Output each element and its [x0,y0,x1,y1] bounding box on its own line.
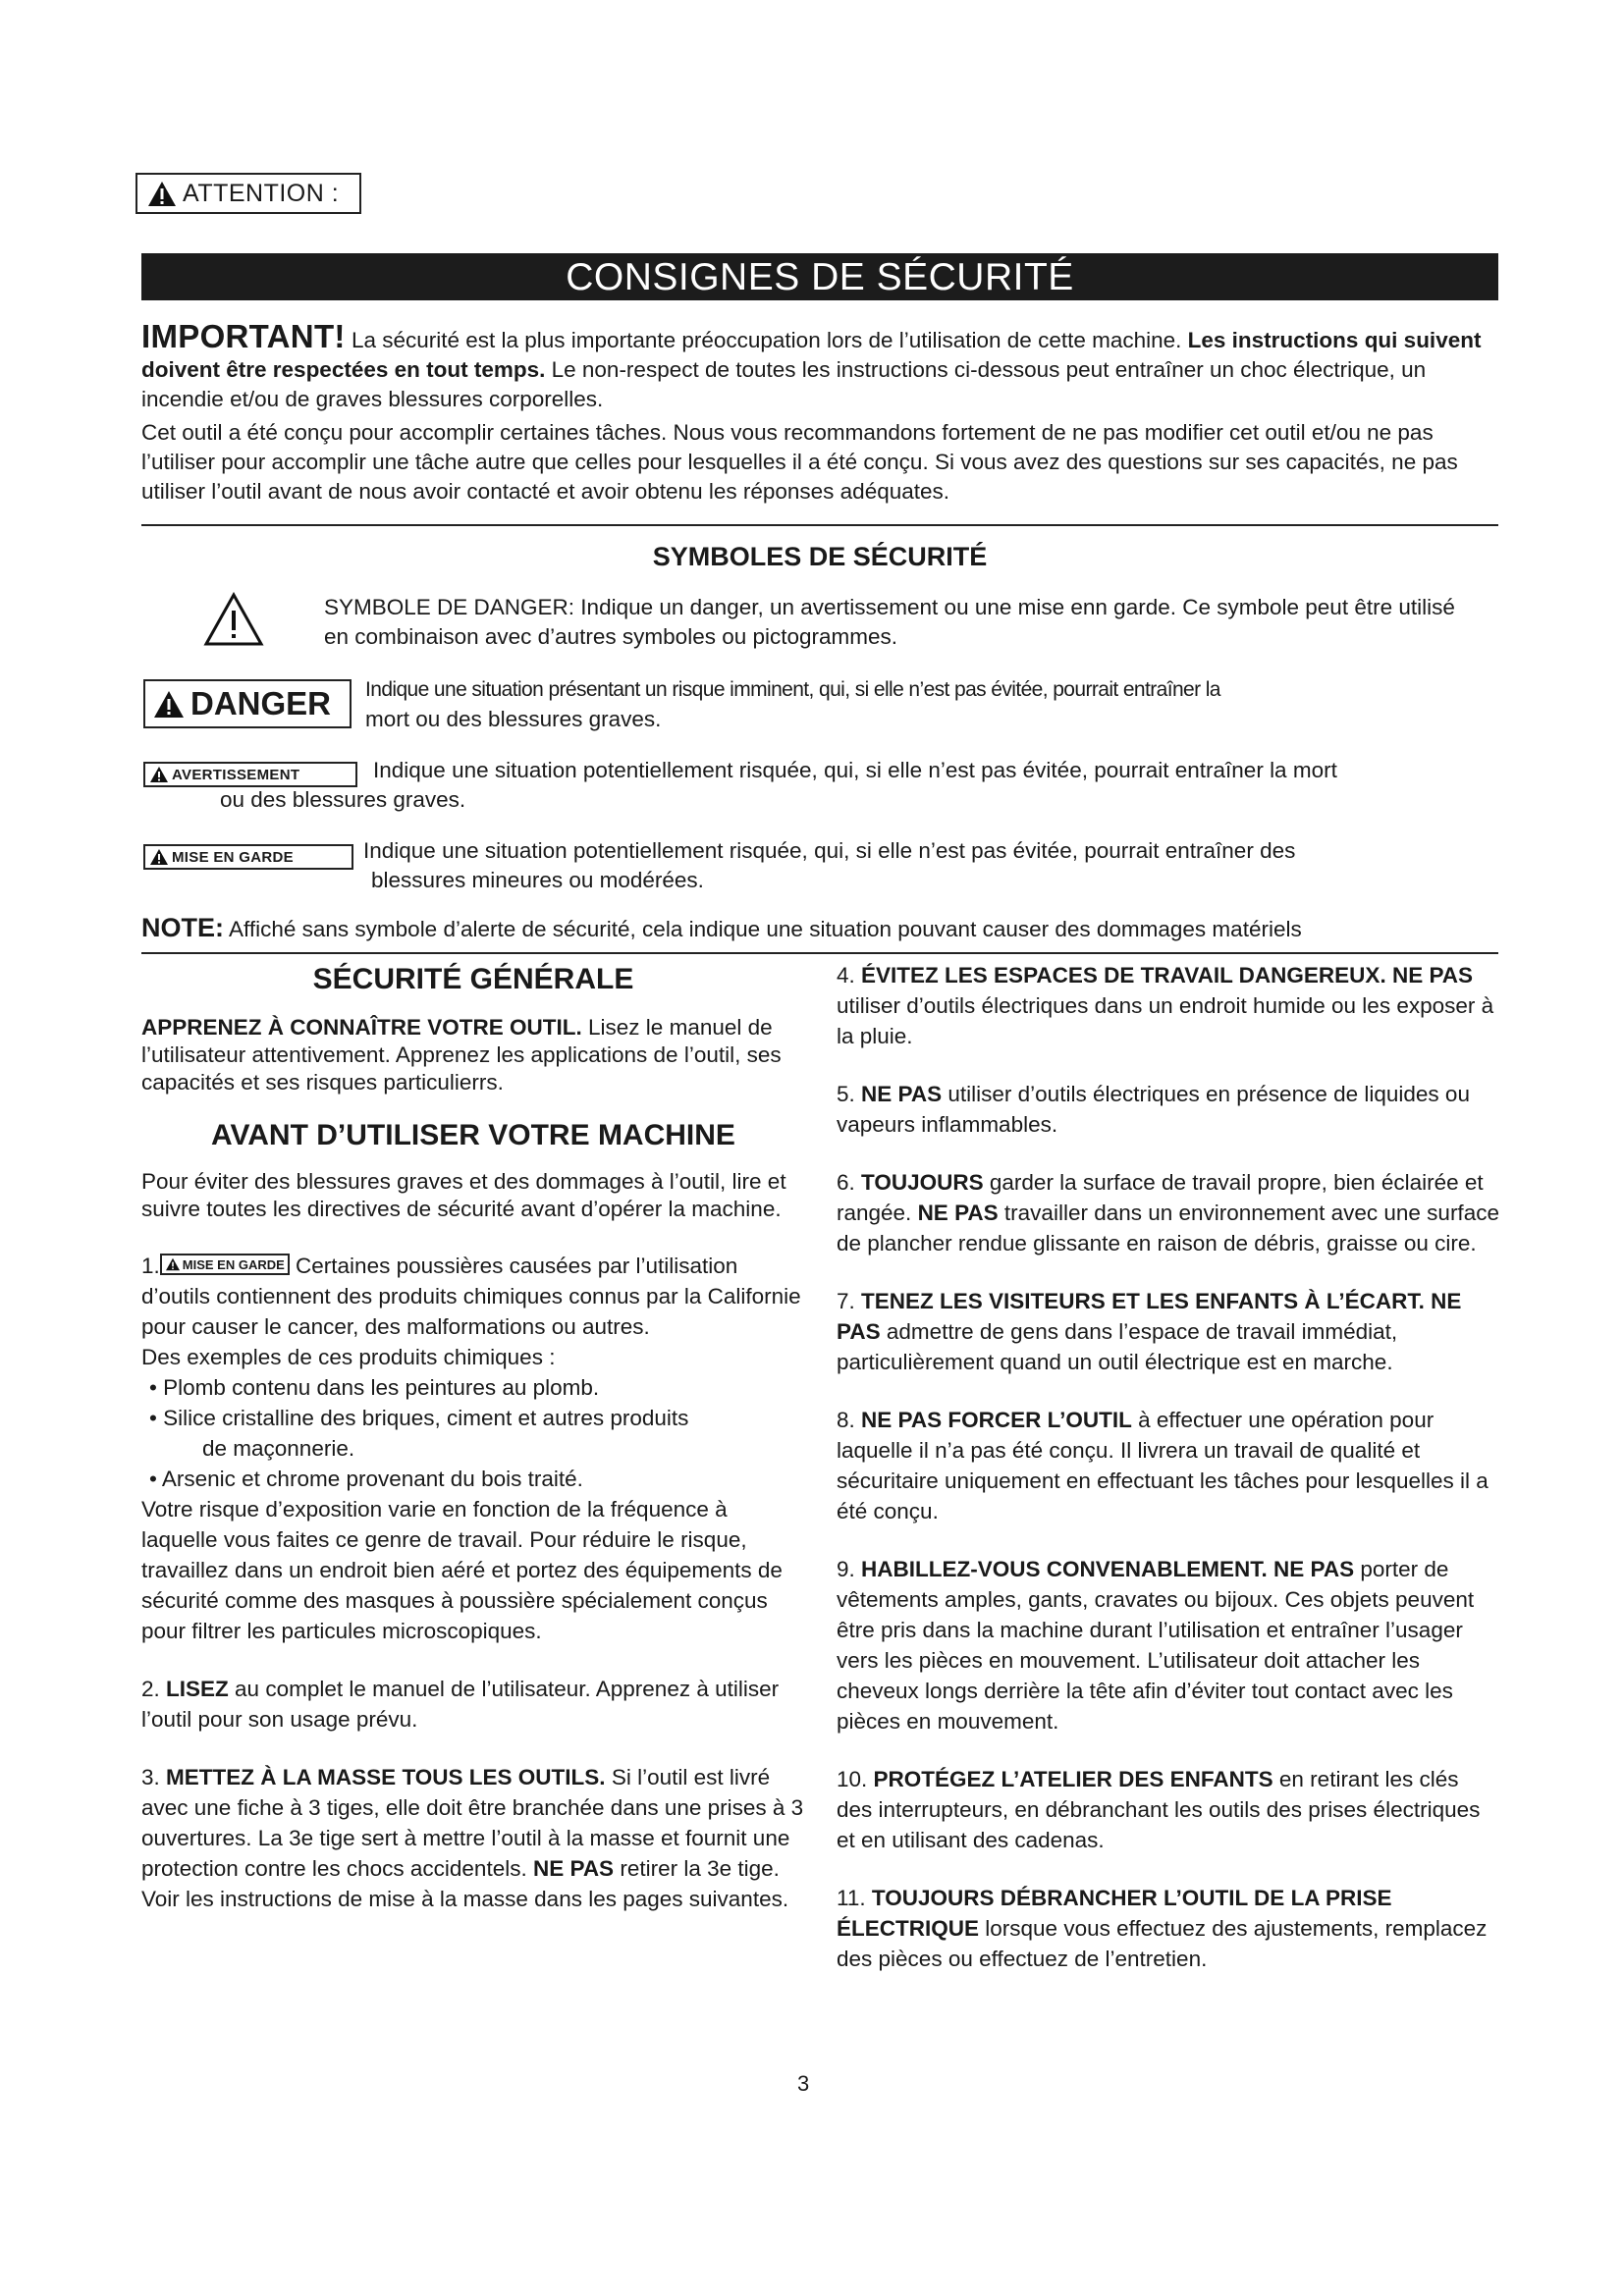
learn-tool-bold: APPRENEZ À CONNAÎTRE VOTRE OUTIL. [141,1015,582,1040]
intro-paragraph-2: Cet outil a été conçu pour accomplir certaines tâches. Nous vous recommandons fortement de ne pas modifier cet outil et/ou ne pas l’utiliser pour accomplir une tâche autre que celles pour lesquelles il a été conçu. Si vous avez des questions sur ses capacités, ne pas utiliser l’outil avant de nous avoir contacté et avoir obtenu les réponses adéquates. [141,420,1458,504]
avertissement-badge-label: AVERTISSEMENT [172,766,300,783]
right-column [837,960,1500,1974]
item-2 [141,1674,805,1735]
item-1-text: Certaines poussières causées par l’utilisation d’outils contiennent des produits chimiques connus par la Californie pour causer le cancer, des malformations ou autres. [141,1254,801,1339]
attention-text: ATTENTION : [183,179,340,207]
item-9 [837,1554,1500,1736]
warning-triangle-icon [147,181,177,207]
list-item-text: Silice cristalline des briques, ciment et autres produits [163,1406,689,1430]
item-9-number: 9. [837,1557,862,1581]
chemical-list [141,1372,805,1494]
item-6-bold: TOUJOURS [861,1170,984,1195]
divider [141,952,1498,954]
mise-en-garde-inline-label: MISE EN GARDE [182,1256,285,1272]
danger-badge [143,679,352,728]
intro-text-b: Le non-respect de toutes les instructions ci-dessous peut entraîner un choc électrique, un incendie et/ou de graves blessures corporelles. [141,357,1427,411]
item-6-text-2: travailler dans un environnement avec une surface de plancher rendue glissante en raison de débris, graisse ou cire. [837,1201,1499,1255]
item-9-bold: HABILLEZ-VOUS CONVENABLEMENT. NE PAS [861,1557,1355,1581]
note-line [141,913,1516,944]
item-11-text: lorsque vous effectuez des ajustements, remplacez des pièces ou effectuez de l’entretien. [837,1916,1488,1971]
learn-tool-paragraph [141,1014,805,1096]
item-3 [141,1762,805,1914]
item-3-bold-2: NE PAS [532,1856,615,1881]
avertissement-text-line1: Indique une situation potentiellement risquée, qui, si elle n’est pas évitée, pourrait entraîner la mort [373,758,1337,782]
item-6-number: 6. [837,1170,862,1195]
intro-paragraph-1 [141,318,1498,414]
attention-label [135,173,361,214]
item-7-number: 7. [837,1289,862,1313]
avertissement-badge [143,762,357,787]
item-6-bold-2: NE PAS [917,1201,999,1225]
symbols-heading: SYMBOLES DE SÉCURITÉ [652,542,988,571]
item-1-examples: Des exemples de ces produits chimiques : [141,1345,556,1369]
item-7-bold: TENEZ LES VISITEURS ET LES ENFANTS À L’ÉCART. NE PAS [837,1289,1462,1344]
list-item: • Arsenic et chrome provenant du bois traité. [149,1467,583,1491]
item-10-bold: PROTÉGEZ L’ATELIER DES ENFANTS [873,1767,1273,1791]
list-item: • Silice cristalline des briques, ciment et autres produits de maçonnerie. [141,1403,805,1464]
item-1 [141,1251,805,1342]
list-item-text: Arsenic et chrome provenant du bois traité. [161,1467,583,1491]
item-6-text: garder la surface de travail propre, bien éclairée et rangée. [837,1170,1484,1225]
item-2-text: au complet le manuel de l’utilisateur. Apprenez à utiliser l’outil pour son usage prévu. [141,1677,780,1732]
item-2-bold: LISEZ [166,1677,229,1701]
item-11-bold: TOUJOURS DÉBRANCHER L’OUTIL DE LA PRISE ÉLECTRIQUE [837,1886,1392,1941]
mise-en-garde-text-line1: Indique une situation potentiellement risquée, qui, si elle n’est pas évitée, pourrait entraîner des [363,838,1296,863]
learn-tool-text: Lisez le manuel de l’utilisateur attentivement. Apprenez les applications de l’outil, ses capacités et ses risques particulierrs. [141,1015,782,1095]
item-8-bold: NE PAS FORCER L’OUTIL [861,1408,1132,1432]
item-3-text-2: retirer la 3e tige. Voir les instructions de mise à la masse dans les pages suivantes. [141,1856,789,1911]
item-1-number: 1. [141,1254,160,1278]
left-column [141,964,805,1914]
item-10-text: en retirant les clés des interrupteurs, en débranchant les outils des prises électriques et en utilisant des cadenas. [837,1767,1481,1852]
item-8-text: à effectuer une opération pour laquelle il n’a pas été conçu. Il livrera un travail de qualité et sécuritaire uniquement en effectuant les tâches pour lesquelles il a été conçu. [837,1408,1489,1523]
danger-symbol-description: SYMBOLE DE DANGER: Indique un danger, un avertissement ou une mise enn garde. Ce symbole peut être utilisé en combinaison avec d’autres symboles ou pictogrammes. [324,595,1455,649]
danger-symbol-icon [203,592,264,647]
list-item-text-continued: de maçonnerie. [202,1436,355,1461]
item-8 [837,1405,1500,1526]
item-11-number: 11. [837,1886,872,1910]
item-10 [837,1764,1500,1855]
warning-triangle-icon [153,690,185,719]
item-9-text: porter de vêtements amples, gants, cravates ou bijoux. Ces objets peuvent être pris dans la machine durant l’utilisation et entraîner l’usager vers les pièces en mouvement. L’utilisateur doit attacher les cheveux longs derrière la tête afin d’éviter tout contact avec les pièces en mouvement. [837,1557,1475,1734]
list-item: • Plomb contenu dans les peintures au plomb. [149,1375,600,1400]
item-4-bold: ÉVITEZ LES ESPACES DE TRAVAIL DANGEREUX. NE PAS [861,963,1474,988]
item-1-risk: Votre risque d’exposition varie en fonction de la fréquence à laquelle vous faites ce genre de travail. Pour réduire le risque, travaillez dans un endroit bien aéré et portez des équipements de sécurité comme des masques à poussière spécialement conçus pour filtrer les particules microscopiques. [141,1497,783,1643]
danger-badge-label: DANGER [190,685,332,721]
before-use-heading: AVANT D’UTILISER VOTRE MACHINE [211,1119,735,1151]
item-3-text: Si l’outil est livré avec une fiche à 3 tiges, elle doit être branchée dans une prises à 3 ouvertures. La 3e tige sert à mettre l’outil à la masse et fournit une protection contre les chocs accidentels. [141,1765,804,1881]
item-2-number: 2. [141,1677,167,1701]
note-text: Affiché sans symbole d’alerte de sécurité, cela indique une situation pouvant causer des dommages matériels [224,917,1302,941]
divider [141,524,1498,526]
danger-text-line2: mort ou des blessures graves. [365,707,662,731]
mise-en-garde-text-line2: blessures mineures ou modérées. [371,868,704,892]
intro-bold: Les instructions qui suivent doivent être respectées en tout temps. [141,328,1482,382]
general-safety-heading: SÉCURITÉ GÉNÉRALE [312,963,634,995]
item-3-bold: METTEZ À LA MASSE TOUS LES OUTILS. [166,1765,606,1789]
danger-text-line1: Indique une situation présentant un risque imminent, qui, si elle n’est pas évitée, pourrait entraîner la [365,678,1220,701]
page-title: CONSIGNES DE SÉCURITÉ [141,253,1498,300]
before-use-paragraph: Pour éviter des blessures graves et des dommages à l’outil, lire et suivre toutes les directives de sécurité avant d’opérer la machine. [141,1169,786,1221]
intro-text-a: La sécurité est la plus importante préoccupation lors de l’utilisation de cette machine. [345,328,1188,352]
mise-en-garde-badge-label: MISE EN GARDE [172,848,294,866]
item-3-number: 3. [141,1765,167,1789]
mise-en-garde-inline-badge [160,1254,290,1275]
note-label: NOTE: [141,913,224,942]
avertissement-text-line2: ou des blessures graves. [220,787,466,812]
item-5-number: 5. [837,1082,862,1106]
item-4-text: utiliser d’outils électriques dans un endroit humide ou les exposer à la pluie. [837,993,1494,1048]
item-7-text: admettre de gens dans l’espace de travail immédiat, particulièrement quand un outil électrique est en marche. [837,1319,1398,1374]
warning-triangle-icon [149,766,169,783]
item-4-number: 4. [837,963,862,988]
item-4 [837,960,1500,1051]
item-5-text: utiliser d’outils électriques en présence de liquides ou vapeurs inflammables. [837,1082,1470,1137]
mise-en-garde-badge [143,844,353,870]
item-5-bold: NE PAS [861,1082,943,1106]
list-item-text: Plomb contenu dans les peintures au plomb. [163,1375,600,1400]
item-5 [837,1079,1500,1140]
item-8-number: 8. [837,1408,862,1432]
item-10-number: 10. [837,1767,874,1791]
important-label: IMPORTANT! [141,318,346,354]
page-number: 3 [797,2071,810,2096]
item-11 [837,1883,1500,1974]
warning-triangle-icon [165,1257,181,1271]
warning-triangle-icon [149,848,169,866]
item-7 [837,1286,1500,1377]
item-6 [837,1167,1500,1258]
